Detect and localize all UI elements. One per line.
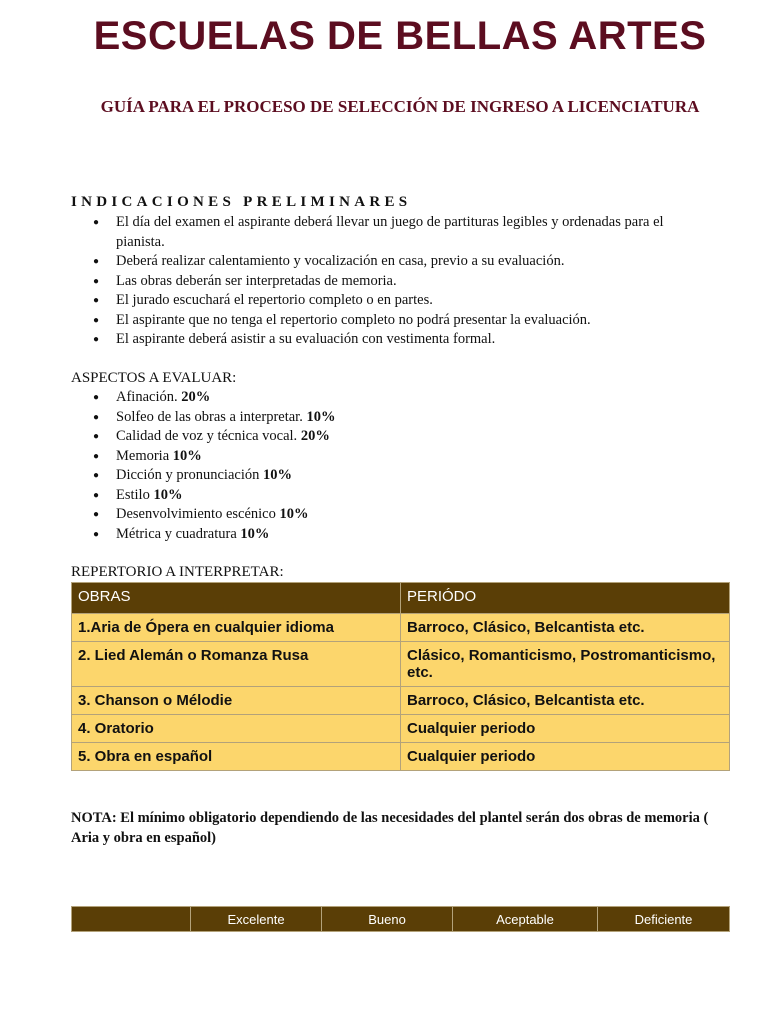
column-header-periodo: PERIÓDO (401, 583, 730, 614)
page-title: ESCUELAS DE BELLAS ARTES (93, 14, 707, 58)
aspecto-label: Calidad de voz y técnica vocal. (116, 428, 298, 444)
list-item: ● El día del examen el aspirante deberá llevar un juego de partituras legibles y ordenadas para el pianista. (71, 213, 711, 252)
preliminares-list (71, 213, 711, 350)
aspecto-percentage: 20% (300, 428, 330, 444)
rubrica-table (71, 906, 730, 932)
page-subtitle: GUÍA PARA EL PROCESO DE SELECCIÓN DE INGRESO A LICENCIATURA (100, 97, 700, 116)
table-row (72, 687, 730, 715)
list-item (71, 486, 711, 506)
list-item (71, 525, 711, 545)
list-item (71, 388, 711, 408)
aspecto-label: Desenvolvimiento escénico (116, 506, 276, 522)
periodo-cell: Clásico, Romanticismo, Postromanticismo, etc. (401, 642, 730, 687)
list-item (71, 447, 711, 467)
repertorio-table (71, 582, 730, 771)
rubrica-header-blank (72, 907, 191, 932)
list-item (71, 408, 711, 428)
nota-text: NOTA: El mínimo obligatorio dependiendo de las necesidades del plantel serán dos obras de memoria ( Aria y obra en español) (71, 810, 709, 846)
rubrica-header-deficiente: Deficiente (598, 907, 730, 932)
aspecto-percentage: 10% (240, 525, 270, 542)
list-item (71, 505, 711, 525)
column-header-obras: OBRAS (72, 583, 401, 614)
list-item: ● El aspirante deberá asistir a su evaluación con vestimenta formal. (71, 330, 711, 350)
rubrica-header-row (72, 907, 730, 932)
repertorio-header-row (72, 583, 730, 614)
table-row (72, 614, 730, 642)
obra-cell: 1.Aria de Ópera en cualquier idioma (72, 614, 401, 642)
list-item: ● Las obras deberán ser interpretadas de memoria. (71, 272, 711, 292)
list-item (71, 427, 711, 447)
table-row (72, 743, 730, 771)
list-item: ● Deberá realizar calentamiento y vocalización en casa, previo a su evaluación. (71, 252, 711, 272)
aspecto-percentage: 20% (181, 389, 211, 405)
obra-cell: 3. Chanson o Mélodie (72, 687, 401, 715)
obra-cell: 5. Obra en español (72, 743, 401, 771)
periodo-cell: Barroco, Clásico, Belcantista etc. (401, 687, 730, 715)
aspecto-percentage: 10% (262, 467, 292, 483)
table-row (72, 715, 730, 743)
obra-cell: 4. Oratorio (72, 715, 401, 743)
rubrica-header-excelente: Excelente (191, 907, 322, 932)
rubrica-header-aceptable: Aceptable (453, 907, 598, 932)
repertorio-heading: REPERTORIO A INTERPRETAR: (71, 564, 284, 580)
obra-cell: 2. Lied Alemán o Romanza Rusa (72, 642, 401, 687)
aspectos-heading: ASPECTOS A EVALUAR: (71, 370, 237, 386)
aspecto-label: Afinación. (116, 389, 178, 405)
aspecto-label: Dicción y pronunciación (116, 467, 260, 483)
rubrica-header-bueno: Bueno (322, 907, 453, 932)
list-item: ● El jurado escuchará el repertorio completo o en partes. (71, 291, 711, 311)
aspecto-percentage: 10% (279, 506, 309, 522)
aspecto-percentage: 10% (153, 486, 183, 503)
periodo-cell: Cualquier periodo (401, 743, 730, 771)
list-item: ● El aspirante que no tenga el repertorio completo no podrá presentar la evaluación. (71, 311, 711, 331)
aspecto-percentage: 10% (172, 447, 202, 464)
aspecto-label: Estilo (116, 486, 150, 503)
list-item (71, 466, 711, 486)
preliminares-heading: INDICACIONES PRELIMINARES (71, 194, 412, 210)
aspecto-label: Memoria (116, 447, 170, 464)
table-row (72, 642, 730, 687)
aspecto-label: Solfeo de las obras a interpretar. (116, 408, 303, 425)
aspecto-percentage: 10% (306, 408, 336, 425)
aspecto-label: Métrica y cuadratura (116, 525, 237, 542)
periodo-cell: Barroco, Clásico, Belcantista etc. (401, 614, 730, 642)
aspectos-list (71, 388, 711, 544)
periodo-cell: Cualquier periodo (401, 715, 730, 743)
